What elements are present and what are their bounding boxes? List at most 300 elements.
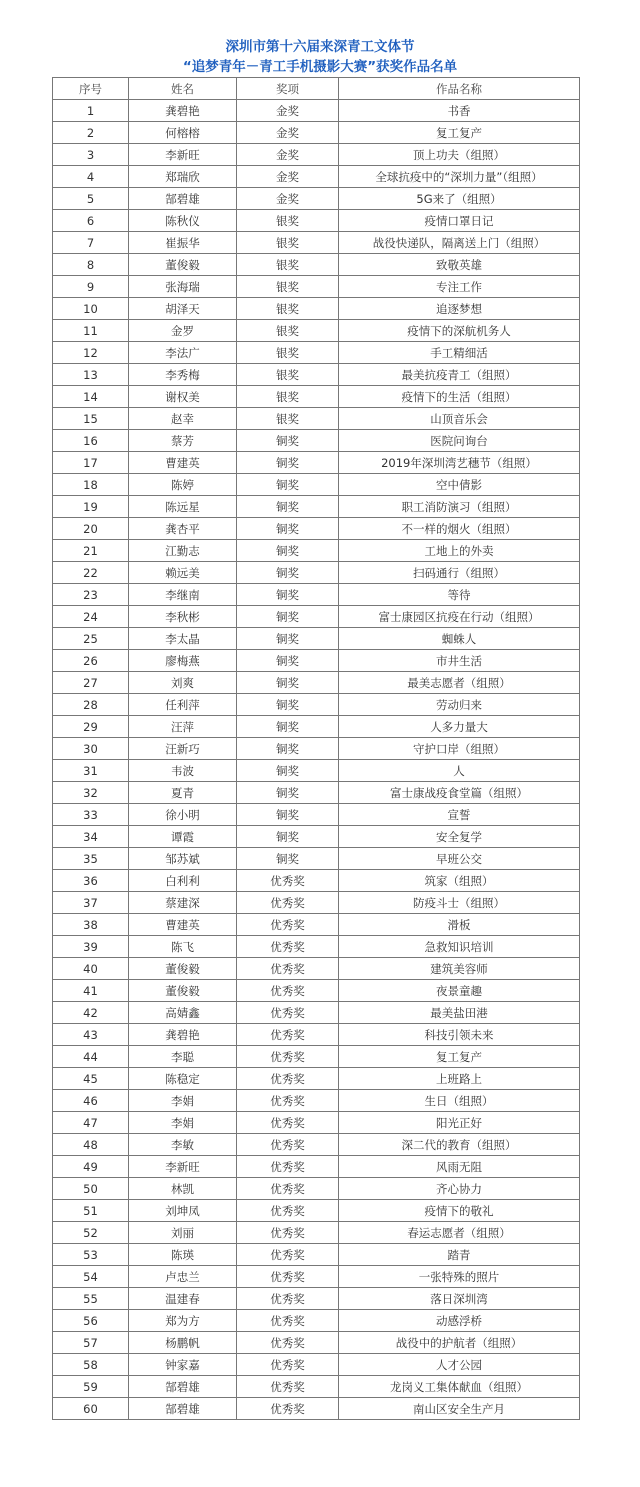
cell-work-title: 顶上功夫（组照）: [339, 144, 580, 166]
table-row: [53, 1178, 580, 1200]
cell-work-title: 劳动归来: [339, 694, 580, 716]
table-row: [53, 298, 580, 320]
cell-award: 优秀奖: [237, 1354, 339, 1376]
cell-award: 银奖: [237, 298, 339, 320]
table-row: [53, 122, 580, 144]
cell-name: 刘丽: [129, 1222, 237, 1244]
cell-name: 李娟: [129, 1112, 237, 1134]
cell-name: 李敏: [129, 1134, 237, 1156]
header-number: 序号: [53, 78, 129, 100]
cell-work-title: 急救知识培训: [339, 936, 580, 958]
cell-number: 4: [53, 166, 129, 188]
cell-name: 郜碧雄: [129, 1398, 237, 1420]
cell-award: 金奖: [237, 144, 339, 166]
cell-work-title: 追逐梦想: [339, 298, 580, 320]
cell-number: 26: [53, 650, 129, 672]
cell-name: 邹苏斌: [129, 848, 237, 870]
cell-name: 钟家嘉: [129, 1354, 237, 1376]
cell-name: 夏青: [129, 782, 237, 804]
cell-award: 优秀奖: [237, 1156, 339, 1178]
cell-name: 谭霞: [129, 826, 237, 848]
document-subtitle: “追梦青年－青工手机摄影大赛”获奖作品名单: [182, 59, 458, 75]
cell-name: 白利利: [129, 870, 237, 892]
cell-number: 35: [53, 848, 129, 870]
cell-name: 杨鹏帆: [129, 1332, 237, 1354]
cell-award: 铜奖: [237, 496, 339, 518]
cell-award: 铜奖: [237, 672, 339, 694]
cell-award: 优秀奖: [237, 1024, 339, 1046]
table-row: [53, 694, 580, 716]
cell-work-title: 复工复产: [339, 1046, 580, 1068]
cell-name: 何榕榕: [129, 122, 237, 144]
cell-award: 金奖: [237, 122, 339, 144]
cell-name: 李秋彬: [129, 606, 237, 628]
cell-number: 39: [53, 936, 129, 958]
cell-award: 铜奖: [237, 738, 339, 760]
cell-name: 温建春: [129, 1288, 237, 1310]
cell-work-title: 一张特殊的照片: [339, 1266, 580, 1288]
table-row: [53, 342, 580, 364]
cell-work-title: 人才公园: [339, 1354, 580, 1376]
cell-number: 22: [53, 562, 129, 584]
cell-award: 优秀奖: [237, 1288, 339, 1310]
cell-work-title: 春运志愿者（组照）: [339, 1222, 580, 1244]
table-row: [53, 364, 580, 386]
table-row: [53, 386, 580, 408]
cell-work-title: 龙岗义工集体献血（组照）: [339, 1376, 580, 1398]
cell-work-title: 职工消防演习（组照）: [339, 496, 580, 518]
cell-number: 46: [53, 1090, 129, 1112]
header-work-title: 作品名称: [339, 78, 580, 100]
cell-work-title: 安全复学: [339, 826, 580, 848]
table-row: [53, 452, 580, 474]
cell-award: 优秀奖: [237, 980, 339, 1002]
document-title: 深圳市第十六届来深青工文体节: [225, 39, 415, 55]
cell-number: 2: [53, 122, 129, 144]
cell-number: 51: [53, 1200, 129, 1222]
cell-award: 铜奖: [237, 804, 339, 826]
table-row: [53, 1266, 580, 1288]
cell-name: 蔡芳: [129, 430, 237, 452]
cell-name: 李法广: [129, 342, 237, 364]
cell-work-title: 2019年深圳湾艺穗节（组照）: [339, 452, 580, 474]
cell-number: 54: [53, 1266, 129, 1288]
cell-award: 优秀奖: [237, 914, 339, 936]
cell-name: 张海瑞: [129, 276, 237, 298]
table-row: [53, 980, 580, 1002]
cell-award: 铜奖: [237, 694, 339, 716]
cell-number: 33: [53, 804, 129, 826]
cell-number: 52: [53, 1222, 129, 1244]
cell-award: 铜奖: [237, 628, 339, 650]
cell-name: 龚碧艳: [129, 1024, 237, 1046]
table-row: [53, 100, 580, 122]
cell-number: 50: [53, 1178, 129, 1200]
cell-number: 30: [53, 738, 129, 760]
cell-name: 赵幸: [129, 408, 237, 430]
cell-number: 32: [53, 782, 129, 804]
cell-number: 55: [53, 1288, 129, 1310]
cell-work-title: 疫情下的敬礼: [339, 1200, 580, 1222]
table-row: [53, 166, 580, 188]
cell-name: 陈瑛: [129, 1244, 237, 1266]
cell-number: 13: [53, 364, 129, 386]
cell-number: 7: [53, 232, 129, 254]
table-row: [53, 1354, 580, 1376]
cell-number: 53: [53, 1244, 129, 1266]
cell-number: 57: [53, 1332, 129, 1354]
cell-name: 李娟: [129, 1090, 237, 1112]
cell-award: 铜奖: [237, 562, 339, 584]
cell-name: 刘爽: [129, 672, 237, 694]
cell-award: 优秀奖: [237, 1068, 339, 1090]
cell-number: 31: [53, 760, 129, 782]
cell-award: 优秀奖: [237, 1310, 339, 1332]
table-row: [53, 672, 580, 694]
cell-award: 优秀奖: [237, 1112, 339, 1134]
cell-name: 徐小明: [129, 804, 237, 826]
cell-work-title: 风雨无阻: [339, 1156, 580, 1178]
cell-work-title: 踏青: [339, 1244, 580, 1266]
cell-number: 38: [53, 914, 129, 936]
cell-number: 29: [53, 716, 129, 738]
cell-number: 1: [53, 100, 129, 122]
cell-name: 曹建英: [129, 452, 237, 474]
header-name: 姓名: [129, 78, 237, 100]
cell-work-title: 手工精细活: [339, 342, 580, 364]
cell-award: 优秀奖: [237, 1398, 339, 1420]
cell-award: 铜奖: [237, 584, 339, 606]
cell-number: 17: [53, 452, 129, 474]
cell-work-title: 扫码通行（组照）: [339, 562, 580, 584]
cell-number: 59: [53, 1376, 129, 1398]
cell-work-title: 守护口岸（组照）: [339, 738, 580, 760]
cell-work-title: 落日深圳湾: [339, 1288, 580, 1310]
cell-number: 15: [53, 408, 129, 430]
table-row: [53, 144, 580, 166]
table-row: [53, 914, 580, 936]
cell-number: 36: [53, 870, 129, 892]
cell-work-title: 疫情下的深航机务人: [339, 320, 580, 342]
cell-work-title: 全球抗疫中的“深圳力量”（组照）: [339, 166, 580, 188]
cell-name: 赖远美: [129, 562, 237, 584]
cell-number: 11: [53, 320, 129, 342]
cell-name: 卢忠兰: [129, 1266, 237, 1288]
table-row: [53, 254, 580, 276]
table-row: [53, 958, 580, 980]
cell-work-title: 战役中的护航者（组照）: [339, 1332, 580, 1354]
cell-name: 董俊毅: [129, 254, 237, 276]
cell-award: 银奖: [237, 364, 339, 386]
cell-award: 铜奖: [237, 452, 339, 474]
cell-number: 43: [53, 1024, 129, 1046]
cell-work-title: 5G来了（组照）: [339, 188, 580, 210]
cell-name: 陈远星: [129, 496, 237, 518]
cell-award: 优秀奖: [237, 1200, 339, 1222]
table-row: [53, 892, 580, 914]
cell-work-title: 上班路上: [339, 1068, 580, 1090]
cell-name: 李秀梅: [129, 364, 237, 386]
cell-award: 优秀奖: [237, 1244, 339, 1266]
table-row: [53, 804, 580, 826]
cell-number: 60: [53, 1398, 129, 1420]
table-row: [53, 232, 580, 254]
cell-award: 优秀奖: [237, 1266, 339, 1288]
cell-work-title: 最美志愿者（组照）: [339, 672, 580, 694]
cell-award: 铜奖: [237, 606, 339, 628]
cell-number: 56: [53, 1310, 129, 1332]
table-row: [53, 760, 580, 782]
cell-award: 优秀奖: [237, 1002, 339, 1024]
cell-name: 任利萍: [129, 694, 237, 716]
cell-name: 郑瑞欣: [129, 166, 237, 188]
cell-name: 李继南: [129, 584, 237, 606]
cell-number: 58: [53, 1354, 129, 1376]
cell-award: 优秀奖: [237, 1046, 339, 1068]
cell-name: 李聪: [129, 1046, 237, 1068]
table-row: [53, 1310, 580, 1332]
table-row: [53, 1134, 580, 1156]
cell-number: 40: [53, 958, 129, 980]
cell-award: 铜奖: [237, 716, 339, 738]
cell-work-title: 书香: [339, 100, 580, 122]
table-row: [53, 716, 580, 738]
cell-award: 优秀奖: [237, 1222, 339, 1244]
cell-work-title: 战役快递队，隔离送上门（组照）: [339, 232, 580, 254]
cell-work-title: 富士康园区抗疫在行动（组照）: [339, 606, 580, 628]
table-row: [53, 1156, 580, 1178]
table-row: [53, 540, 580, 562]
cell-number: 10: [53, 298, 129, 320]
cell-award: 金奖: [237, 188, 339, 210]
cell-name: 郜碧雄: [129, 188, 237, 210]
cell-name: 胡泽天: [129, 298, 237, 320]
cell-award: 铜奖: [237, 650, 339, 672]
cell-work-title: 防疫斗士（组照）: [339, 892, 580, 914]
cell-award: 金奖: [237, 100, 339, 122]
table-header-row: [53, 78, 580, 100]
cell-name: 蔡建深: [129, 892, 237, 914]
cell-award: 银奖: [237, 386, 339, 408]
cell-name: 郜碧雄: [129, 1376, 237, 1398]
cell-number: 44: [53, 1046, 129, 1068]
cell-number: 5: [53, 188, 129, 210]
cell-work-title: 山顶音乐会: [339, 408, 580, 430]
cell-award: 优秀奖: [237, 1134, 339, 1156]
table-row: [53, 650, 580, 672]
cell-name: 陈飞: [129, 936, 237, 958]
cell-work-title: 早班公交: [339, 848, 580, 870]
cell-work-title: 建筑美容师: [339, 958, 580, 980]
cell-work-title: 阳光正好: [339, 1112, 580, 1134]
table-row: [53, 738, 580, 760]
cell-work-title: 动感浮桥: [339, 1310, 580, 1332]
table-row: [53, 870, 580, 892]
cell-name: 董俊毅: [129, 958, 237, 980]
cell-work-title: 致敬英雄: [339, 254, 580, 276]
cell-number: 21: [53, 540, 129, 562]
cell-name: 曹建英: [129, 914, 237, 936]
table-row: [53, 1288, 580, 1310]
cell-award: 优秀奖: [237, 936, 339, 958]
table-row: [53, 474, 580, 496]
cell-award: 金奖: [237, 166, 339, 188]
cell-award: 银奖: [237, 210, 339, 232]
cell-number: 37: [53, 892, 129, 914]
cell-award: 银奖: [237, 232, 339, 254]
cell-work-title: 等待: [339, 584, 580, 606]
cell-work-title: 不一样的烟火（组照）: [339, 518, 580, 540]
cell-number: 16: [53, 430, 129, 452]
table-row: [53, 782, 580, 804]
cell-name: 郑为方: [129, 1310, 237, 1332]
cell-name: 金罗: [129, 320, 237, 342]
cell-number: 45: [53, 1068, 129, 1090]
cell-work-title: 南山区安全生产月: [339, 1398, 580, 1420]
cell-award: 铜奖: [237, 760, 339, 782]
table-row: [53, 848, 580, 870]
cell-work-title: 疫情口罩日记: [339, 210, 580, 232]
table-row: [53, 1046, 580, 1068]
cell-work-title: 最美抗疫青工（组照）: [339, 364, 580, 386]
cell-number: 8: [53, 254, 129, 276]
cell-work-title: 蜘蛛人: [339, 628, 580, 650]
cell-work-title: 空中倩影: [339, 474, 580, 496]
cell-name: 刘坤凤: [129, 1200, 237, 1222]
cell-work-title: 滑板: [339, 914, 580, 936]
cell-work-title: 筑家（组照）: [339, 870, 580, 892]
table-row: [53, 188, 580, 210]
cell-name: 林凯: [129, 1178, 237, 1200]
cell-name: 陈稳定: [129, 1068, 237, 1090]
cell-name: 龚杏平: [129, 518, 237, 540]
cell-number: 20: [53, 518, 129, 540]
table-row: [53, 430, 580, 452]
cell-work-title: 人多力量大: [339, 716, 580, 738]
cell-number: 3: [53, 144, 129, 166]
table-row: [53, 1002, 580, 1024]
cell-work-title: 疫情下的生活（组照）: [339, 386, 580, 408]
cell-award: 铜奖: [237, 430, 339, 452]
cell-name: 韦波: [129, 760, 237, 782]
cell-name: 李太晶: [129, 628, 237, 650]
table-row: [53, 1244, 580, 1266]
cell-number: 49: [53, 1156, 129, 1178]
cell-number: 42: [53, 1002, 129, 1024]
cell-work-title: 宣誓: [339, 804, 580, 826]
header-award: 奖项: [237, 78, 339, 100]
cell-award: 铜奖: [237, 826, 339, 848]
cell-number: 27: [53, 672, 129, 694]
cell-name: 陈秋仪: [129, 210, 237, 232]
cell-name: 廖梅燕: [129, 650, 237, 672]
cell-award: 银奖: [237, 342, 339, 364]
table-row: [53, 320, 580, 342]
cell-number: 19: [53, 496, 129, 518]
cell-award: 银奖: [237, 276, 339, 298]
cell-work-title: 科技引领未来: [339, 1024, 580, 1046]
cell-number: 41: [53, 980, 129, 1002]
cell-number: 6: [53, 210, 129, 232]
table-row: [53, 1090, 580, 1112]
table-row: [53, 1200, 580, 1222]
cell-award: 优秀奖: [237, 892, 339, 914]
cell-award: 银奖: [237, 408, 339, 430]
table-row: [53, 936, 580, 958]
cell-award: 铜奖: [237, 540, 339, 562]
table-row: [53, 562, 580, 584]
cell-number: 23: [53, 584, 129, 606]
cell-work-title: 复工复产: [339, 122, 580, 144]
cell-work-title: 齐心协力: [339, 1178, 580, 1200]
table-row: [53, 1112, 580, 1134]
cell-number: 9: [53, 276, 129, 298]
cell-award: 银奖: [237, 254, 339, 276]
cell-award: 优秀奖: [237, 1332, 339, 1354]
cell-name: 陈婷: [129, 474, 237, 496]
table-row: [53, 1398, 580, 1420]
cell-work-title: 医院问询台: [339, 430, 580, 452]
cell-number: 14: [53, 386, 129, 408]
cell-work-title: 深二代的教育（组照）: [339, 1134, 580, 1156]
cell-award: 优秀奖: [237, 1090, 339, 1112]
table-row: [53, 826, 580, 848]
cell-work-title: 人: [339, 760, 580, 782]
table-row: [53, 1376, 580, 1398]
cell-work-title: 专注工作: [339, 276, 580, 298]
cell-name: 汪萍: [129, 716, 237, 738]
table-row: [53, 628, 580, 650]
cell-award: 铜奖: [237, 848, 339, 870]
cell-work-title: 富士康战疫食堂篇（组照）: [339, 782, 580, 804]
cell-work-title: 最美盐田港: [339, 1002, 580, 1024]
cell-name: 崔振华: [129, 232, 237, 254]
cell-name: 谢权美: [129, 386, 237, 408]
cell-number: 24: [53, 606, 129, 628]
cell-name: 龚碧艳: [129, 100, 237, 122]
award-list-table: [52, 77, 580, 1420]
cell-award: 铜奖: [237, 518, 339, 540]
cell-name: 高婧鑫: [129, 1002, 237, 1024]
table-row: [53, 606, 580, 628]
cell-award: 优秀奖: [237, 1178, 339, 1200]
cell-award: 银奖: [237, 320, 339, 342]
table-row: [53, 276, 580, 298]
cell-name: 董俊毅: [129, 980, 237, 1002]
cell-number: 25: [53, 628, 129, 650]
cell-work-title: 夜景童趣: [339, 980, 580, 1002]
cell-work-title: 生日（组照）: [339, 1090, 580, 1112]
table-row: [53, 496, 580, 518]
table-row: [53, 408, 580, 430]
cell-award: 铜奖: [237, 474, 339, 496]
cell-number: 18: [53, 474, 129, 496]
cell-award: 优秀奖: [237, 958, 339, 980]
cell-work-title: 工地上的外卖: [339, 540, 580, 562]
cell-number: 28: [53, 694, 129, 716]
table-row: [53, 584, 580, 606]
cell-number: 34: [53, 826, 129, 848]
table-row: [53, 210, 580, 232]
table-row: [53, 1024, 580, 1046]
cell-number: 12: [53, 342, 129, 364]
cell-award: 优秀奖: [237, 870, 339, 892]
table-row: [53, 1222, 580, 1244]
cell-name: 李新旺: [129, 1156, 237, 1178]
cell-name: 汪新巧: [129, 738, 237, 760]
cell-number: 47: [53, 1112, 129, 1134]
table-row: [53, 1068, 580, 1090]
